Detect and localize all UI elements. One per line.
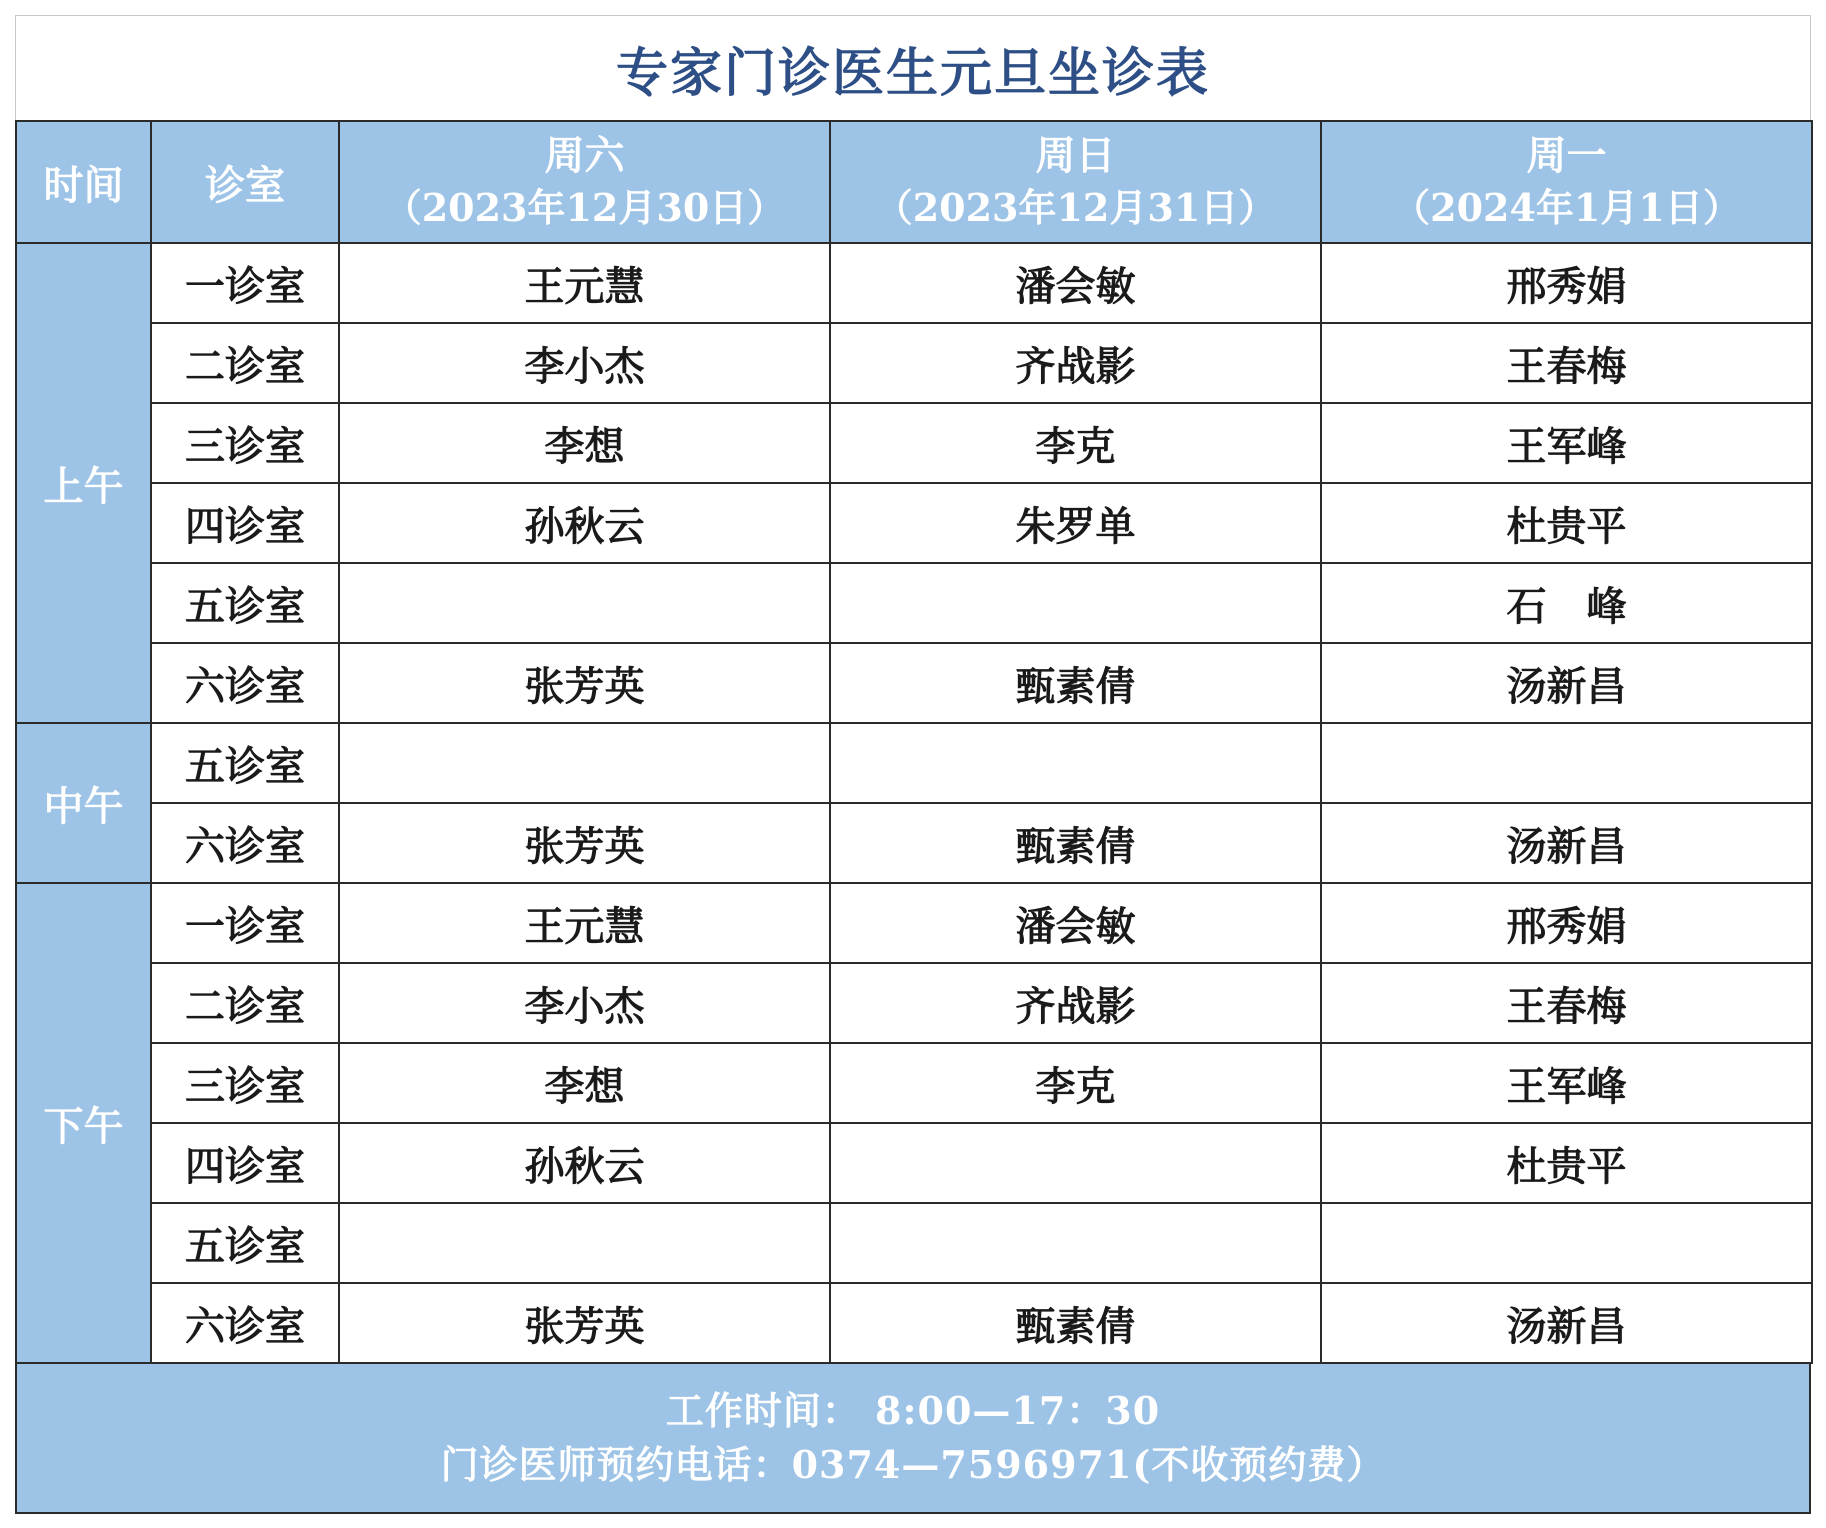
room-cell: 五诊室 <box>151 563 339 643</box>
room-cell: 三诊室 <box>151 403 339 483</box>
doctor-cell: 邢秀娟 <box>1321 243 1812 323</box>
table-row <box>16 483 1812 563</box>
doctor-cell <box>830 723 1321 803</box>
table-row <box>16 1123 1812 1203</box>
doctor-cell: 杜贵平 <box>1321 1123 1812 1203</box>
header-room: 诊室 <box>151 121 339 243</box>
doctor-cell: 汤新昌 <box>1321 1283 1812 1363</box>
title-bar <box>15 15 1811 120</box>
period-cell: 中午 <box>16 723 151 883</box>
room-cell: 二诊室 <box>151 963 339 1043</box>
day-name: 周六 <box>544 132 625 179</box>
doctor-cell: 杜贵平 <box>1321 483 1812 563</box>
schedule-sheet <box>15 15 1811 1514</box>
work-hours: 工作时间： 8:00—17：30 <box>665 1388 1161 1433</box>
room-cell: 四诊室 <box>151 483 339 563</box>
doctor-cell: 甄素倩 <box>830 643 1321 723</box>
doctor-cell <box>830 1123 1321 1203</box>
table-row <box>16 243 1812 323</box>
doctor-cell: 李克 <box>830 1043 1321 1123</box>
day-name: 周一 <box>1526 132 1607 179</box>
room-cell: 五诊室 <box>151 723 339 803</box>
footer-info <box>15 1364 1811 1514</box>
room-cell: 二诊室 <box>151 323 339 403</box>
doctor-cell: 潘会敏 <box>830 883 1321 963</box>
table-row <box>16 563 1812 643</box>
schedule-body <box>16 243 1812 1363</box>
doctor-cell: 齐战影 <box>830 323 1321 403</box>
day-date: （2024年1月1日） <box>1392 185 1741 230</box>
doctor-cell: 李克 <box>830 403 1321 483</box>
doctor-cell: 齐战影 <box>830 963 1321 1043</box>
header-day-monday <box>1321 121 1812 243</box>
doctor-cell: 张芳英 <box>339 803 830 883</box>
doctor-cell: 王春梅 <box>1321 323 1812 403</box>
doctor-cell <box>1321 723 1812 803</box>
header-time: 时间 <box>16 121 151 243</box>
room-cell: 一诊室 <box>151 243 339 323</box>
doctor-cell: 汤新昌 <box>1321 803 1812 883</box>
period-cell: 上午 <box>16 243 151 723</box>
room-cell: 四诊室 <box>151 1123 339 1203</box>
table-row <box>16 1043 1812 1123</box>
day-name: 周日 <box>1035 132 1116 179</box>
doctor-cell: 李想 <box>339 403 830 483</box>
doctor-cell <box>339 723 830 803</box>
doctor-cell <box>339 563 830 643</box>
table-row <box>16 643 1812 723</box>
doctor-cell: 甄素倩 <box>830 803 1321 883</box>
table-row <box>16 883 1812 963</box>
table-row <box>16 803 1812 883</box>
day-date: （2023年12月30日） <box>383 185 786 230</box>
room-cell: 六诊室 <box>151 643 339 723</box>
doctor-cell: 李小杰 <box>339 323 830 403</box>
header-day-saturday <box>339 121 830 243</box>
doctor-cell: 李小杰 <box>339 963 830 1043</box>
room-cell: 六诊室 <box>151 803 339 883</box>
doctor-cell: 王元慧 <box>339 243 830 323</box>
page-title: 专家门诊医生元旦坐诊表 <box>615 42 1210 104</box>
doctor-cell: 王春梅 <box>1321 963 1812 1043</box>
doctor-cell: 王军峰 <box>1321 1043 1812 1123</box>
table-row <box>16 723 1812 803</box>
doctor-cell: 李想 <box>339 1043 830 1123</box>
room-cell: 三诊室 <box>151 1043 339 1123</box>
doctor-cell <box>830 563 1321 643</box>
day-date: （2023年12月31日） <box>874 185 1277 230</box>
period-cell: 下午 <box>16 883 151 1363</box>
header-row <box>16 121 1812 243</box>
table-row <box>16 1203 1812 1283</box>
doctor-cell <box>339 1203 830 1283</box>
doctor-cell: 石 峰 <box>1321 563 1812 643</box>
room-cell: 一诊室 <box>151 883 339 963</box>
table-row <box>16 403 1812 483</box>
doctor-cell: 朱罗单 <box>830 483 1321 563</box>
table-row <box>16 323 1812 403</box>
doctor-cell <box>1321 1203 1812 1283</box>
doctor-cell: 潘会敏 <box>830 243 1321 323</box>
table-row <box>16 963 1812 1043</box>
room-cell: 五诊室 <box>151 1203 339 1283</box>
doctor-cell: 张芳英 <box>339 1283 830 1363</box>
doctor-cell: 邢秀娟 <box>1321 883 1812 963</box>
schedule-table <box>15 120 1813 1364</box>
table-row <box>16 1283 1812 1363</box>
doctor-cell: 汤新昌 <box>1321 643 1812 723</box>
room-cell: 六诊室 <box>151 1283 339 1363</box>
doctor-cell <box>830 1203 1321 1283</box>
doctor-cell: 王元慧 <box>339 883 830 963</box>
doctor-cell: 孙秋云 <box>339 1123 830 1203</box>
header-day-sunday <box>830 121 1321 243</box>
doctor-cell: 甄素倩 <box>830 1283 1321 1363</box>
doctor-cell: 孙秋云 <box>339 483 830 563</box>
doctor-cell: 王军峰 <box>1321 403 1812 483</box>
appointment-phone: 门诊医师预约电话：0374—7596971(不收预约费） <box>440 1442 1386 1487</box>
doctor-cell: 张芳英 <box>339 643 830 723</box>
